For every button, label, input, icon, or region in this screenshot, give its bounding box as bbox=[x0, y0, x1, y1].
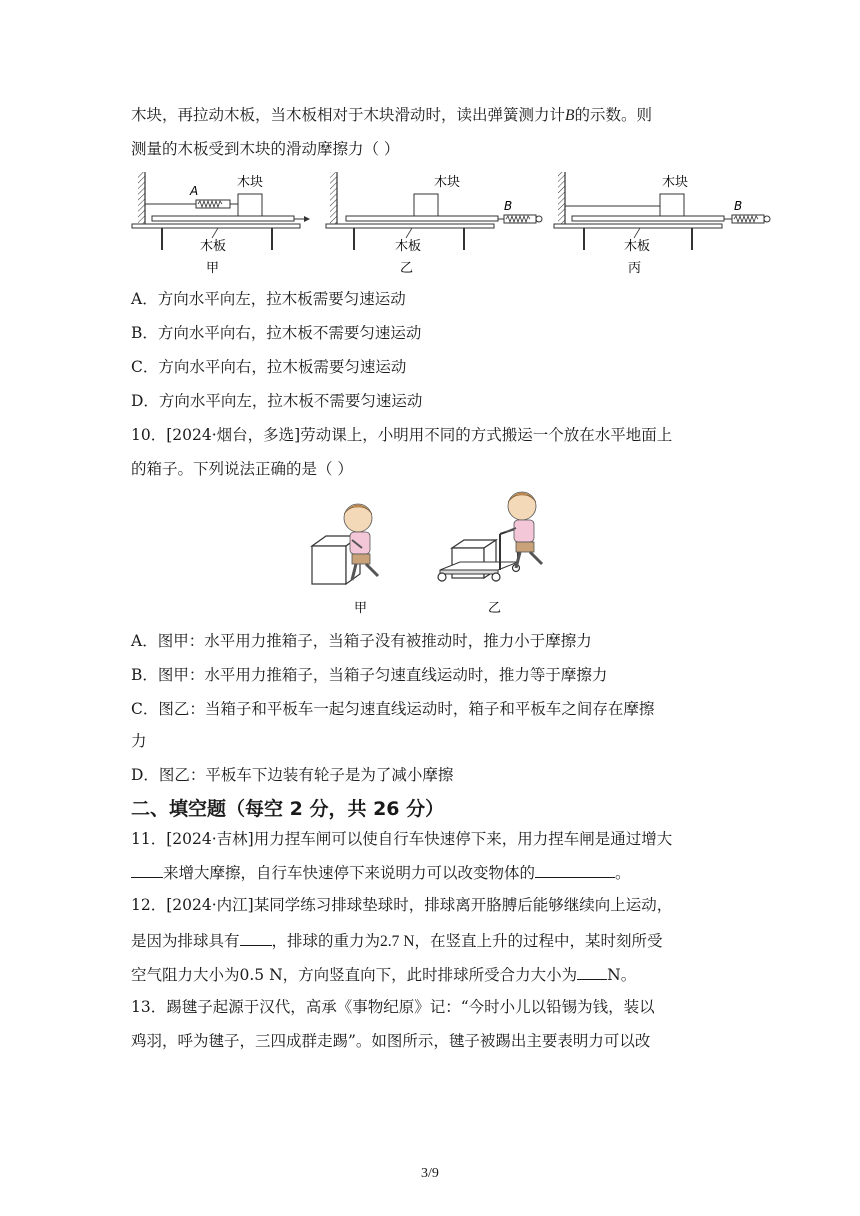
q10-text-line2: 的箱子。下列说法正确的是（ ） bbox=[131, 460, 353, 478]
q12-text-line2: 是因为排球具有 ，排球的重力为2.7 N，在竖直上升的过程中，某时刻所受 bbox=[131, 929, 663, 952]
q13-text-line1: 13．踢毽子起源于汉代，高承《事物纪原》记：“今时小儿以铅锡为钱，装以 bbox=[131, 998, 655, 1016]
section-heading: 二、填空题（每空 2 分，共 26 分） bbox=[131, 798, 445, 820]
block-label-yi: 木块 bbox=[434, 175, 461, 190]
caption-bing: 丙 bbox=[628, 261, 642, 276]
board-label-jia: 木板 bbox=[200, 239, 227, 254]
board-label-bing: 木板 bbox=[624, 239, 651, 254]
q10-option-c: C．图乙：当箱子和平板车一起匀速直线运动时，箱子和平板车之间存在摩擦 bbox=[131, 700, 655, 718]
q11-text-line2: 来增大摩擦，自行车快速停下来说明力可以改变物体的 。 bbox=[131, 861, 631, 883]
q10-option-a: A．图甲：水平用力推箱子，当箱子没有被推动时，推力小于摩擦力 bbox=[131, 632, 592, 650]
spring-label-b-bing: B bbox=[734, 199, 743, 213]
q9-option-d: D．方向水平向左，拉木板不需要匀速运动 bbox=[131, 392, 423, 410]
q12-text-line1: 12．[2024·内江]某同学练习排球垫球时，排球离开胳膊后能够继续向上运动， bbox=[131, 896, 673, 914]
board-label-yi: 木板 bbox=[395, 239, 422, 254]
q10-text-line1: 10．[2024·烟台，多选]劳动课上，小明用不同的方式搬运一个放在水平地面上 bbox=[131, 426, 673, 444]
q10-option-b: B．图甲：水平用力推箱子，当箱子匀速直线运动时，推力等于摩擦力 bbox=[131, 666, 608, 684]
figure-jia bbox=[132, 172, 310, 276]
q9-option-a: A．方向水平向左，拉木板需要匀速运动 bbox=[131, 290, 406, 308]
q9-figure bbox=[0, 168, 860, 278]
figure-10-jia bbox=[312, 504, 378, 616]
figure-10-yi bbox=[438, 492, 542, 616]
q12-blank-1[interactable] bbox=[240, 929, 272, 946]
page-number: 3/9 bbox=[421, 1166, 439, 1181]
q10-option-d: D．图乙：平板车下边装有轮子是为了减小摩擦 bbox=[131, 766, 454, 784]
q10-figure bbox=[0, 488, 860, 618]
q9-text-line1: 木块，再拉动木板，当木板相对于木块滑动时，读出弹簧测力计B的示数。则 bbox=[131, 106, 652, 124]
q11-blank-1[interactable] bbox=[131, 861, 163, 878]
q13-text-line2: 鸡羽，呼为毽子，三四成群走踢”。如图所示，毽子被踢出主要表明力可以改 bbox=[131, 1032, 651, 1050]
q11-text-line1: 11．[2024·吉林]用力捏车闸可以使自行车快速停下来，用力捏车闸是通过增大 bbox=[131, 830, 673, 848]
caption-jia: 甲 bbox=[206, 261, 220, 276]
fig10-caption-jia: 甲 bbox=[354, 601, 368, 616]
spring-label-b-yi: B bbox=[504, 199, 513, 213]
q11-blank-2[interactable] bbox=[535, 861, 615, 878]
block-label-bing: 木块 bbox=[662, 175, 689, 190]
caption-yi: 乙 bbox=[400, 261, 414, 276]
q10-option-c-cont: 力 bbox=[131, 732, 147, 750]
figure-bing bbox=[554, 172, 770, 276]
fig10-caption-yi: 乙 bbox=[488, 601, 502, 616]
q9-option-b: B．方向水平向右，拉木板不需要匀速运动 bbox=[131, 324, 422, 342]
q12-blank-2[interactable] bbox=[577, 963, 607, 980]
q9-text-line2: 测量的木板受到木块的滑动摩擦力（ ） bbox=[131, 140, 400, 158]
q9-option-c: C．方向水平向右，拉木板需要匀速运动 bbox=[131, 358, 407, 376]
q12-text-line3: 空气阻力大小为0.5 N，方向竖直向下，此时排球所受合力大小为 N。 bbox=[131, 963, 636, 985]
block-label-jia: 木块 bbox=[237, 175, 264, 190]
figure-yi bbox=[326, 172, 542, 276]
spring-label-a: A bbox=[190, 184, 199, 198]
